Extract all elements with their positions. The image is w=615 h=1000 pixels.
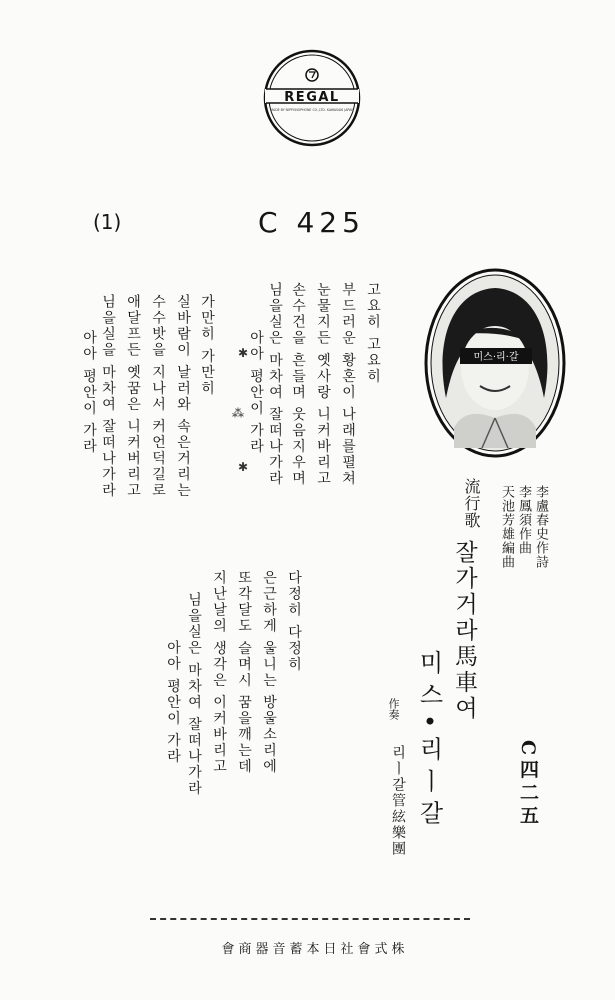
footer-company: 株式會社日本蓄音器商會 xyxy=(221,942,409,957)
verse3-line6: 아아 평안이 가라 xyxy=(165,640,181,765)
singer-name: 미스•리ㅣ갈 xyxy=(415,650,443,833)
verse1-line2: 부드러운 황혼이 나래를펼쳐 xyxy=(340,282,356,487)
credit-lyricist: 李盧春史作詩 xyxy=(533,485,548,569)
verse3-line4: 지난날의 생각은 이커바리고 xyxy=(211,570,227,775)
verse1-line3: 눈물지든 옛사랑 니커바리고 xyxy=(315,282,331,487)
verse2-line5: 님을실을 마차여 잘떠나가라 xyxy=(100,294,116,499)
verse2-line3: 수수밧을 지나서 커언덕길로 xyxy=(150,294,166,499)
verse1-line1: 고요히 고요히 xyxy=(365,282,381,385)
verse1-line6: 아아 평안이 가라 xyxy=(248,330,264,455)
singer-photo xyxy=(424,268,566,458)
logo-fine-print: MADE BY NIPPONOPHONE CO.,LTD. KAWASAKI JAPAN xyxy=(270,108,354,112)
verse1-line5: 님을실은 마차여 잘떠나가라 xyxy=(267,282,283,487)
verse2-line1: 가만히 가만히 xyxy=(199,294,215,397)
accompaniment: 리ㅣ갈管絃樂團 xyxy=(390,745,406,857)
asterisk-mark: ✱ xyxy=(238,460,249,474)
verse1-line4: 손수건을 흔들며 웃음지우며 xyxy=(290,282,306,487)
regal-logo xyxy=(262,48,362,148)
asterisk-mark: ⁂ xyxy=(232,406,244,420)
verse2-line6: 아아 평안이 가라 xyxy=(81,330,97,455)
side-number: (1) xyxy=(93,210,122,234)
credit-arranger: 天池芳雄編曲 xyxy=(499,485,514,569)
verse2-line2: 실바람이 날러와 속은거리는 xyxy=(175,294,191,499)
performer-label: 作奏 xyxy=(387,698,400,720)
verse3-line3: 또각달도 슬며시 꿈을깨는데 xyxy=(236,570,252,775)
logo-brand: REGAL xyxy=(284,90,340,105)
photo-caption: 미스·리·갈 xyxy=(473,352,519,363)
footer-divider xyxy=(150,918,470,920)
verse2-line4: 애달프든 옛꿈은 니커버리고 xyxy=(125,294,141,499)
asterisk-mark: ✱ xyxy=(238,346,249,360)
genre-label: 流行歌 xyxy=(462,478,481,529)
verse3-line2: 은근하게 울니는 방울소리에 xyxy=(261,570,277,775)
verse3-line5: 님을실은 마차여 잘떠나가라 xyxy=(186,592,202,797)
credit-composer: 李鳳須作曲 xyxy=(516,485,531,555)
verse3-line1: 다정히 다정히 xyxy=(286,570,302,673)
song-title: 잘가거라馬車여 xyxy=(451,540,477,722)
catalog-number-vertical: C四二五 xyxy=(517,740,539,829)
catalog-number: C 425 xyxy=(258,206,365,239)
